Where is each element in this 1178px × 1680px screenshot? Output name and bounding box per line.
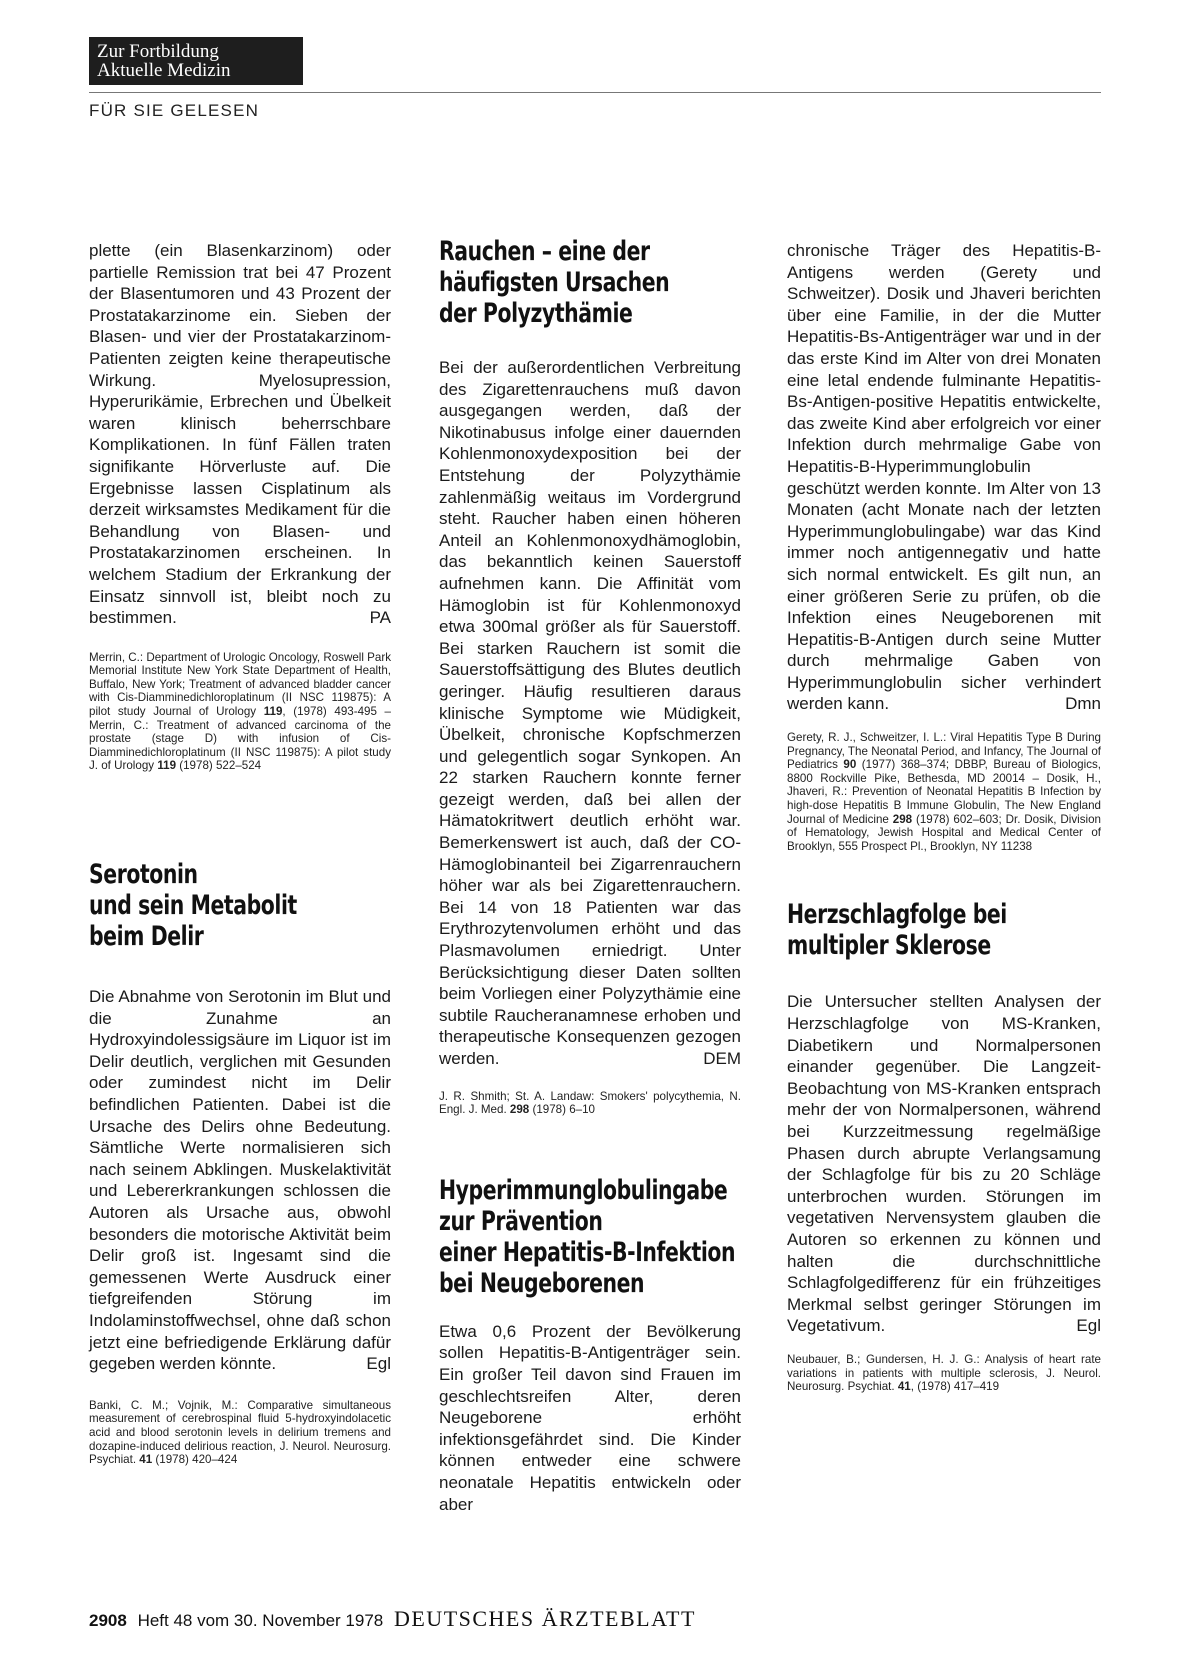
column-2 <box>439 236 741 1515</box>
rauchen-reference: J. R. Shmith; St. A. Landaw: Smokers' polycythemia, N. Engl. J. Med. 298 (1978) 6–10 <box>439 1089 741 1117</box>
rauchen-title: Rauchen – eine der häufigsten Ursachen der Polyzythämie <box>439 236 670 329</box>
serotonin-reference: Banki, C. M.; Vojnik, M.: Comparative simultaneous measurement of cerebrospinal fluid 5-hydroxyindolacetic acid and blood serotonin levels in delirium tremens and dozapine-induced delirious reaction, J. Neurol. Neurosurg. Psychiat. 41 (1978) 420–424 <box>89 1398 391 1467</box>
page-footer <box>89 1606 696 1632</box>
cisplatin-reference: Merrin, C.: Department of Urologic Oncology, Roswell Park Memorial Institute New York State Department of Health, Buffalo, New York; Treatment of advanced bladder cancer with Cis-Diamminedichloroplatinum (II NSC 119875): A pilot study Journal of Urology 119, (1978) 493-495 – Merrin, C.: Treatment of advanced carcinoma of the prostate (stage D) with infusion of Cis-Diamminedichloroplatinum (II NSC 119875): A pilot study J. of Urology 119 (1978) 522–524 <box>89 650 391 773</box>
hepatitis-body-continued: chronische Träger des Hepatitis-B-Antigens werden (Gerety und Schweitzer). Dosik und Jhaveri berichten über eine Familie, in der die Mutter Hepatitis-Bs-Antigenträger war und in der das erste Kind im Alter von drei Monaten eine letal endende fulminante Hepatitis-Bs-Antigen-positive Hepatitis entwickelte, das zweite Kind aber erfolgreich vor einer Infektion durch mehrmalige Gabe von Hepatitis-B-Hyperimmunglobulin geschützt werden konnte. Im Alter von 13 Monaten (acht Monate nach der letzten Hyperimmunglobulingabe) war das Kind immer noch antigennegativ und hatte sich normal entwickelt. Es gilt nun, an einer größeren Serie zu prüfen, ob die Infektion eines Neugeborenen mit Hepatitis-B-Antigen durch seine Mutter durch mehrmalige Gaben von Hyperimmunglobulin sicher verhindert werden kann. Dmn <box>787 241 1101 714</box>
hepatitis-reference: Gerety, R. J., Schweitzer, I. L.: Viral Hepatitis Type B During Pregnancy, The Neonatal Period, and Infancy, The Journal of Pediatrics 90 (1977) 368–374; DBBP, Bureau of Biologics, 8800 Rockville Pike, Bethesda, MD 20014 – Dosik, H., Jhaveri, R.: Prevention of Neonatal Hepatitis B Infection by high-dose Hepatitis B Immune Globulin, The New England Journal of Medicine 298 (1978) 602–603; Dr. Dosik, Division of Hematology, Jewish Hospital and Medical Center of Brooklyn, 555 Prospect Pl., Brooklyn, NY 11238 <box>787 731 1102 853</box>
serotonin-signature: Egl <box>366 1354 391 1374</box>
hepatitis-signature: Dmn <box>1065 694 1101 714</box>
badge-line-1: Zur Fortbildung <box>97 41 219 62</box>
herz-body: Die Untersucher stellten Analysen der Herzschlagfolge von MS-Kranken, Diabetikern und Normalpersonen einander gegenüber. Die Langzeit-Beobachtung von MS-Kranken entsprach mehr der von Normalpersonen, während bei Kurzzeitmessung regelmäßige Phasen durch abrupte Verlangsamung der Schlagfolge für bis zu 20 Schläge unterbrochen wurden. Störungen im vegetativen Nervensystem glauben die Autoren so erkennen zu können und halten die durchschnittliche Schlagfolgedifferenz für ein frühzeitiges Merkmal selbst geringer Störungen im Vegetativum. Egl <box>787 992 1101 1336</box>
rauchen-body: Bei der außerordentlichen Verbreitung des Zigarettenrauchens muß davon ausgegangen werden, daß der Nikotinabusus infolge einer dauernden Kohlenmonoxydexposition bei der Entstehung der Polyzythämie zahlenmäßig weitaus im Vordergrund steht. Raucher haben einen höheren Anteil an Kohlenmonoxydhämoglobin, das bekanntlich keinen Sauerstoff aufnehmen kann. Die Affinität vom Hämoglobin ist für Kohlenmonoxyd etwa 300mal größer als für Sauerstoff. Bei starken Rauchern ist somit die Sauerstoffsättigung des Blutes deutlich geringer. Häufig resultieren daraus klinische Symptome wie Müdigkeit, Übelkeit, chronische Kopfschmerzen und gelegentlich sogar Synkopen. An 22 starken Rauchern konnte ferner gezeigt werden, daß bei allen der Hämatokritwert deutlich erhöht war. Bemerkenswert ist auch, daß der CO-Hämoglobinanteil bei Zigarrenrauchern höher war als bei Zigarettenrauchern. Bei 14 von 18 Patienten war das Erythrozytenvolumen erhöht und das Plasmavolumen erniedrigt. Unter Berücksichtigung dieser Daten sollten beim Vorliegen einer Polyzythämie eine subtile Raucheranamnese erhoben und therapeutische Konsequenzen gezogen werden. DEM <box>439 358 741 1068</box>
serotonin-body: Die Abnahme von Serotonin im Blut und die Zunahme an Hydroxyindolessigsäure im Liquor ist im Delir deutlich, verglichen mit Gesunden oder zumindest nicht im Delir befindlichen Patienten. Dabei ist die Ursache des Delirs ohne Bedeutung. Sämtliche Werte normalisieren sich nach seinem Abklingen. Muskelaktivität und Lebererkrankungen schlossen die Autoren als Ursache aus, obwohl besonders die motorische Aktivität beim Delir groß ist. Ingesamt sind die gemessenen Werte Ausdruck einer tiefgreifenden Störung im Indolaminstoffwechsel, ohne daß schon jetzt eine befriedigende Erklärung dafür gegeben werden könnte. Egl <box>89 987 391 1374</box>
section-badge <box>89 37 303 85</box>
hepatitis-title: Hyperimmunglobulingabe zur Prävention einer Hepatitis-B-Infektion bei Neugeborenen <box>439 1174 736 1299</box>
rauchen-signature: DEM <box>703 1049 741 1068</box>
issue-info: Heft 48 vom 30. November 1978 <box>137 1611 384 1630</box>
column-1 <box>89 240 391 1467</box>
cisplatin-body: plette (ein Blasenkarzinom) oder partielle Remission trat bei 47 Prozent der Blasentumoren und 43 Prozent der Prostatakarzinome ein. Sieben der Blasen- und vier der Prostatakarzinom-Patienten zeigten keine therapeutische Wirkung. Myelosupression, Hyperurikämie, Erbrechen und Übelkeit waren klinisch beherrschbare Komplikationen. In fünf Fällen traten signifikante Hörverluste auf. Die Ergebnisse lassen Cisplatinum als derzeit wirksamstes Medikament für die Behandlung von Blasen- und Prostatakarzinomen erscheinen. In welchem Stadium der Erkrankung der Einsatz sinnvoll ist, bleibt noch zu bestimmen. PA <box>89 241 391 628</box>
journal-name: DEUTSCHES ÄRZTEBLATT <box>393 1606 696 1631</box>
herz-reference: Neubauer, B.; Gundersen, H. J. G.: Analysis of heart rate variations in patients with multiple sclerosis, J. Neurol. Neurosurg. Psychiat. 41, (1978) 417–419 <box>787 1352 1101 1394</box>
cisplatin-signature: PA <box>369 608 391 628</box>
badge-line-2: Aktuelle Medizin <box>97 60 231 81</box>
herz-title: Herzschlagfolge bei multipler Sklerose <box>787 899 1007 962</box>
herz-signature: Egl <box>1076 1316 1101 1336</box>
page-number: 2908 <box>89 1611 127 1630</box>
section-label: FÜR SIE GELESEN <box>89 101 260 120</box>
serotonin-title: Serotonin und sein Metabolit beim Delir <box>89 859 297 953</box>
hepatitis-body: Etwa 0,6 Prozent der Bevölkerung sollen Hepatitis-B-Antigenträger sein. Ein großer Teil davon sind Frauen im geschlechtsreifen Alter, deren Neugeborene erhöht infektionsgefährdet sind. Die Kinder können entweder eine schwere neonatale Hepatitis entwickeln oder aber <box>439 1321 741 1514</box>
column-3 <box>787 240 1101 1394</box>
header-rule <box>89 92 1101 93</box>
